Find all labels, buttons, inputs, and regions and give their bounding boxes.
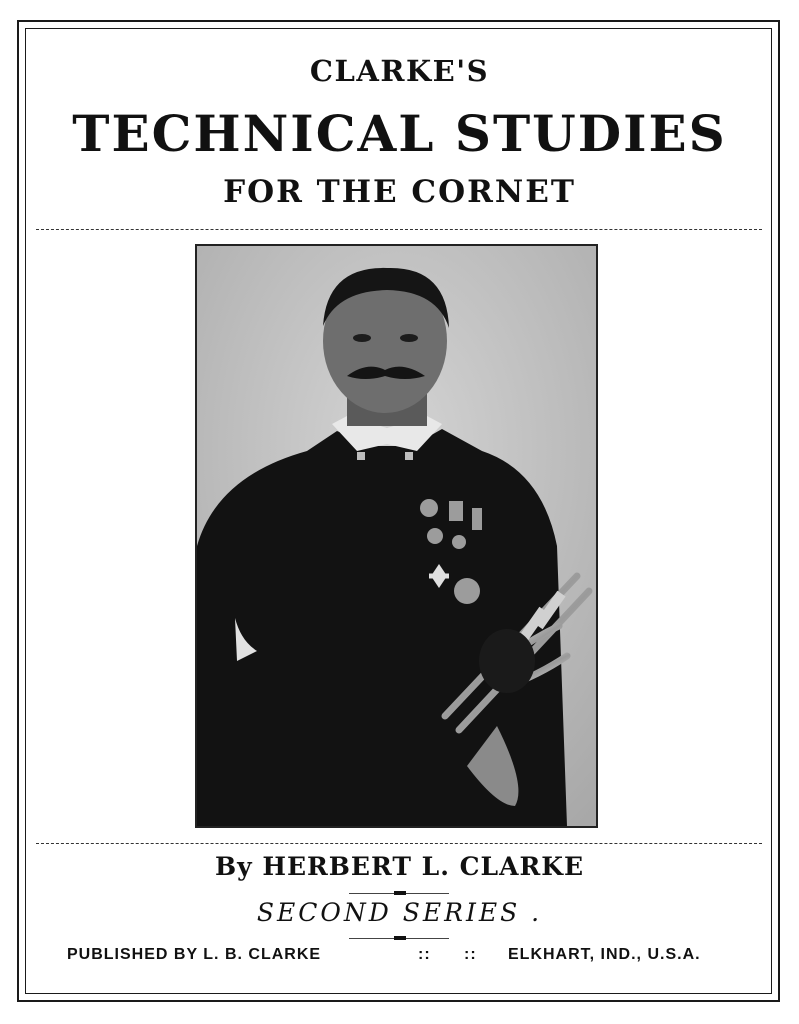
title-clarkes: CLARKE'S <box>309 54 490 88</box>
author-name: HERBERT L. CLARKE <box>262 852 585 881</box>
ornament-mark <box>394 936 406 940</box>
top-divider <box>36 229 762 230</box>
bottom-divider <box>36 843 762 844</box>
series-label: SECOND SERIES . <box>256 898 543 927</box>
ornament-mark <box>394 891 406 895</box>
publisher-name: PUBLISHED BY L. B. CLARKE <box>67 946 322 963</box>
portrait-photo <box>195 244 598 828</box>
author-byline <box>0 852 799 881</box>
publisher-location: ELKHART, IND., U.S.A. <box>508 946 701 963</box>
publisher-line <box>0 946 799 968</box>
title-technical-studies: TECHNICAL STUDIES <box>72 104 727 163</box>
separator: :: <box>464 946 477 963</box>
separator: :: <box>418 946 431 963</box>
byline-prefix: By <box>214 852 253 881</box>
title-for-the-cornet: FOR THE CORNET <box>223 174 576 210</box>
